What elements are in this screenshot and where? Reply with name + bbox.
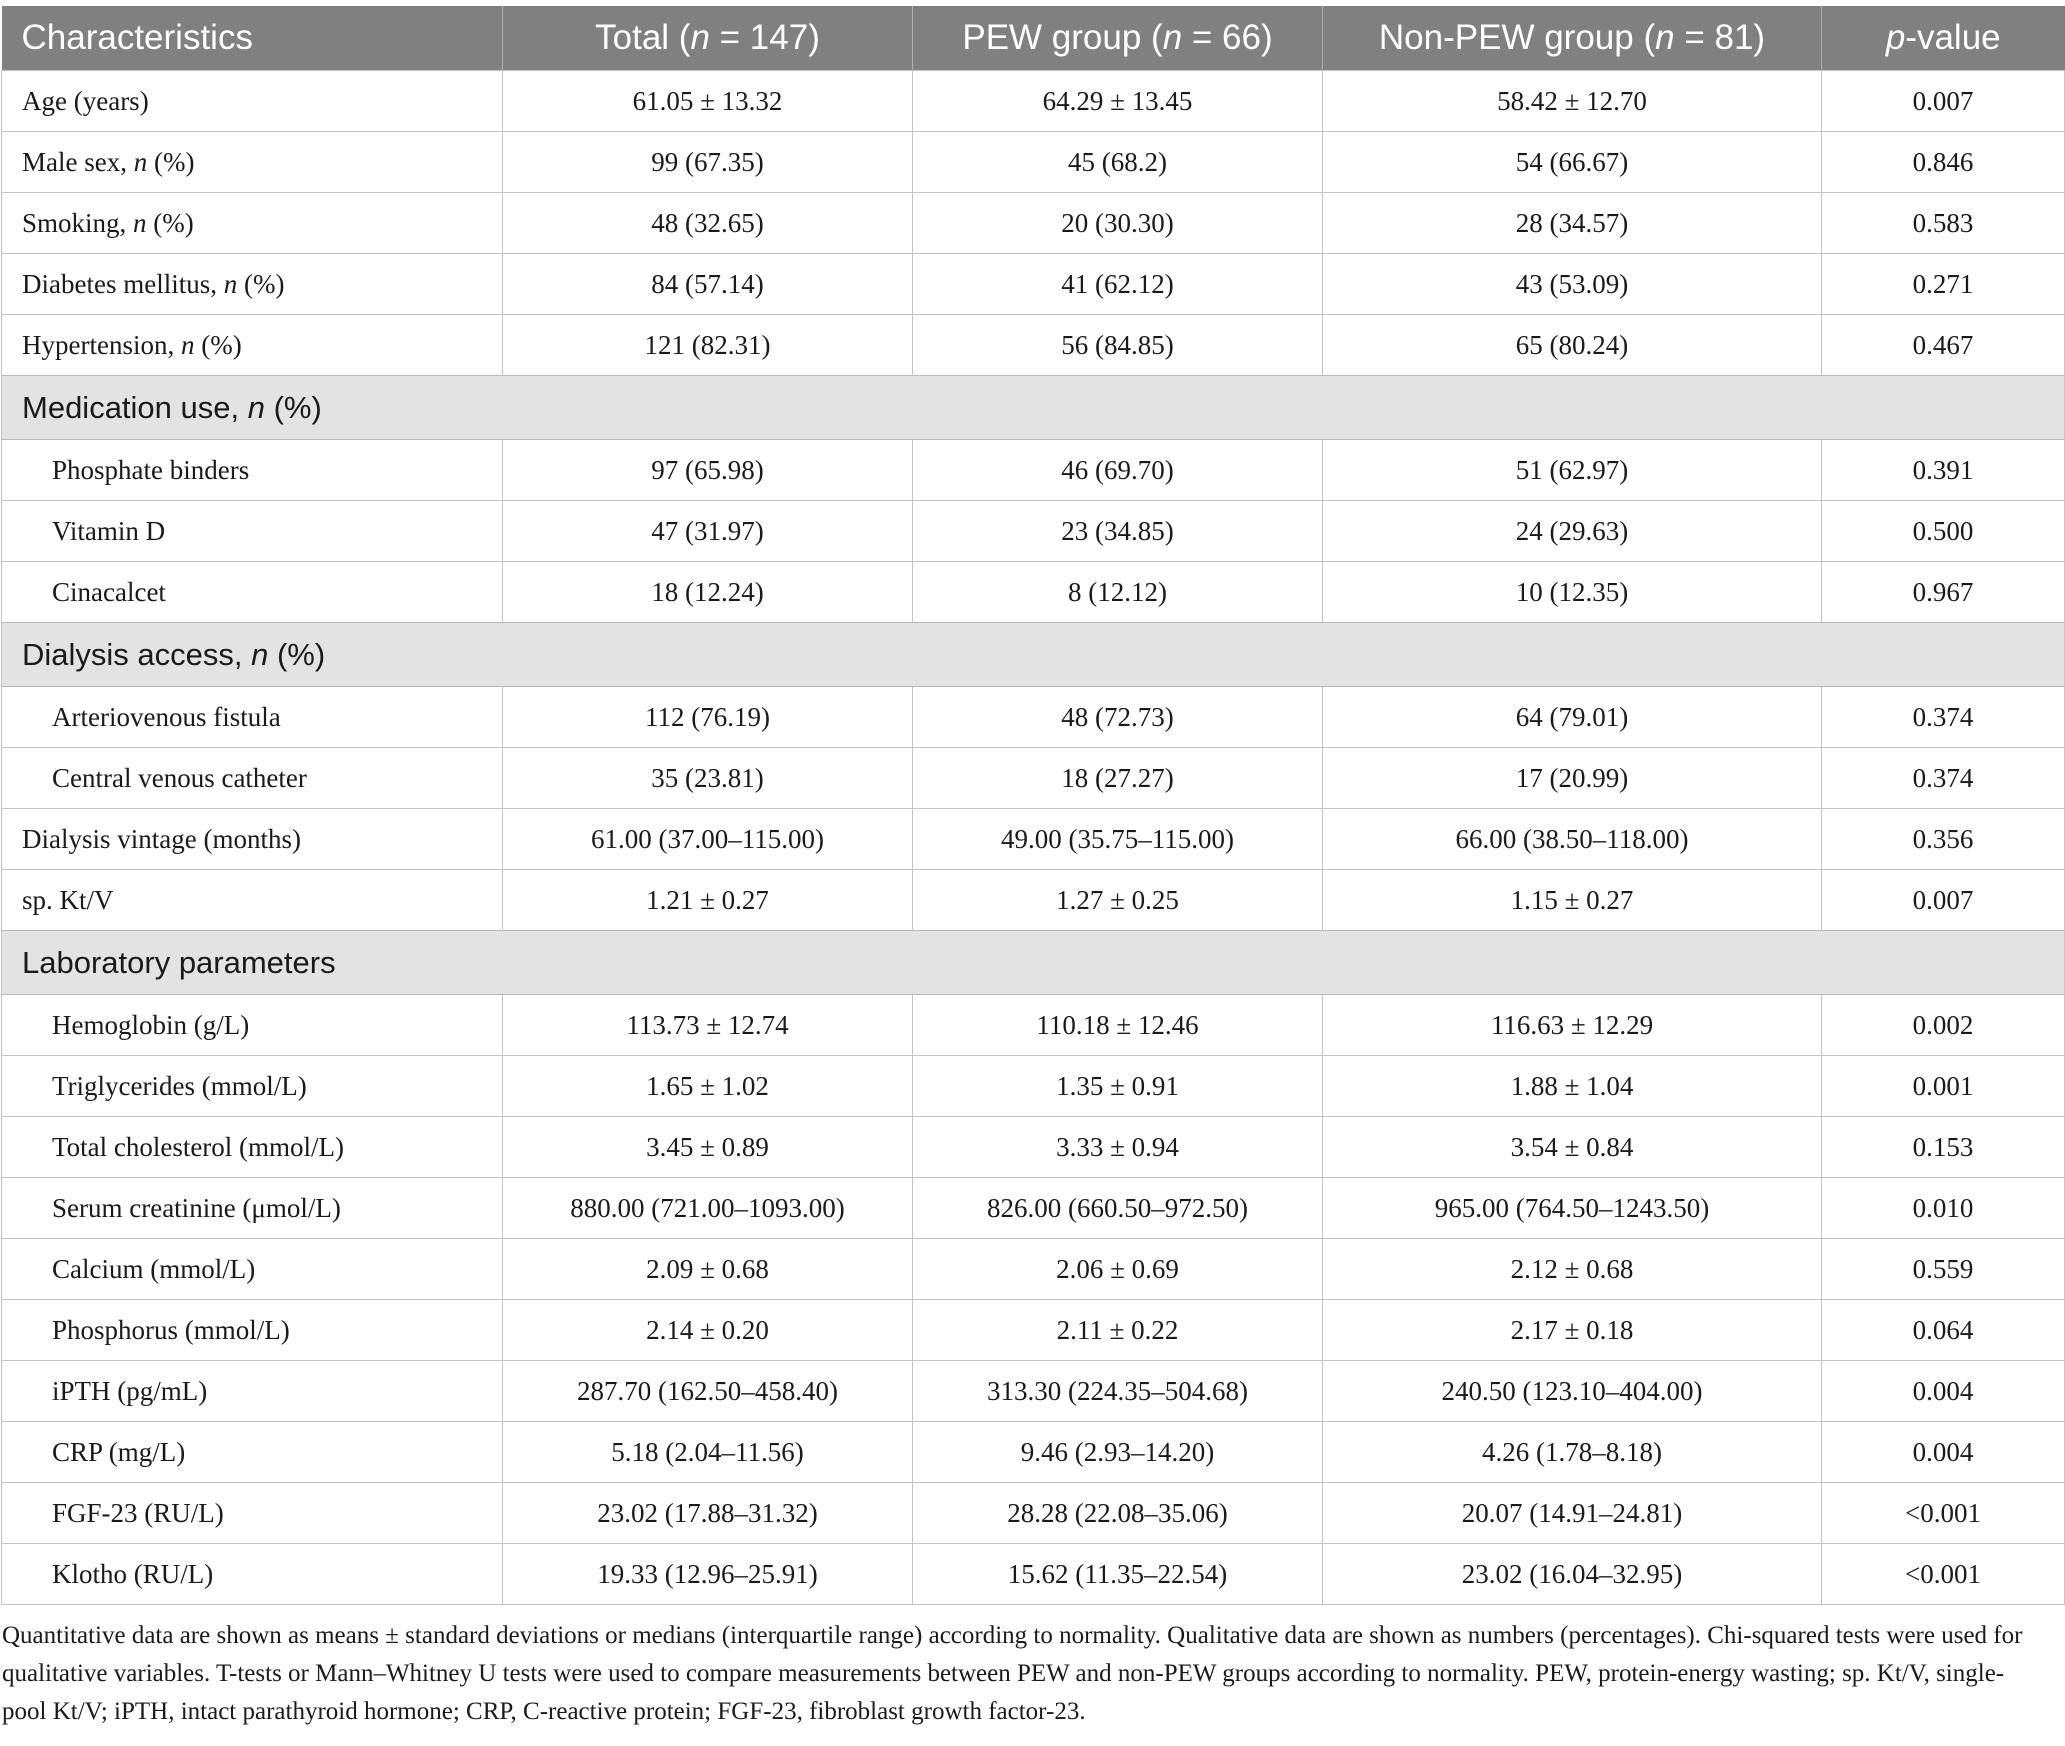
row-label-suffix: (%) xyxy=(194,329,242,360)
row-label-italic: n xyxy=(133,146,148,177)
cell-non-pew-group: 2.12 ± 0.68 xyxy=(1323,1239,1822,1300)
cell-p-value: 0.007 xyxy=(1822,71,2065,132)
table-row xyxy=(2,1300,2065,1361)
section-header-row xyxy=(2,931,2065,995)
cell-p-value: 0.007 xyxy=(1822,870,2065,931)
cell-non-pew-group: 3.54 ± 0.84 xyxy=(1323,1117,1822,1178)
cell-total: 61.05 ± 13.32 xyxy=(503,71,913,132)
row-label-text: Triglycerides (mmol/L) xyxy=(52,1070,307,1101)
section-label xyxy=(2,931,2065,995)
header-row xyxy=(2,6,2065,71)
row-label-text: Calcium (mmol/L) xyxy=(52,1253,256,1284)
row-label-text: Klotho (RU/L) xyxy=(52,1558,214,1589)
section-label-suffix: (%) xyxy=(268,636,326,672)
table-row xyxy=(2,132,2065,193)
table-header xyxy=(2,6,2065,71)
row-label-text: Male sex, xyxy=(22,146,134,177)
section-label-text: Medication use, xyxy=(22,389,248,425)
characteristics-table xyxy=(1,6,2065,1605)
table-row xyxy=(2,995,2065,1056)
row-label xyxy=(2,1544,503,1605)
cell-pew-group: 15.62 (11.35–22.54) xyxy=(913,1544,1323,1605)
row-label xyxy=(2,1300,503,1361)
cell-pew-group: 64.29 ± 13.45 xyxy=(913,71,1323,132)
row-label-text: Vitamin D xyxy=(52,515,166,546)
header-label-italic: p xyxy=(1885,18,1906,57)
header-label-text: Characteristics xyxy=(21,18,253,57)
cell-non-pew-group: 240.50 (123.10–404.00) xyxy=(1323,1361,1822,1422)
cell-non-pew-group: 58.42 ± 12.70 xyxy=(1323,71,1822,132)
table-row xyxy=(2,1178,2065,1239)
row-label xyxy=(2,1117,503,1178)
cell-total: 19.33 (12.96–25.91) xyxy=(503,1544,913,1605)
cell-non-pew-group: 43 (53.09) xyxy=(1323,254,1822,315)
row-label xyxy=(2,809,503,870)
row-label-suffix: (%) xyxy=(237,268,285,299)
cell-p-value: 0.004 xyxy=(1822,1422,2065,1483)
section-label-italic: n xyxy=(251,636,269,672)
section-label-suffix: (%) xyxy=(264,389,322,425)
cell-pew-group: 49.00 (35.75–115.00) xyxy=(913,809,1323,870)
cell-non-pew-group: 54 (66.67) xyxy=(1323,132,1822,193)
cell-total: 48 (32.65) xyxy=(503,193,913,254)
cell-non-pew-group: 965.00 (764.50–1243.50) xyxy=(1323,1178,1822,1239)
cell-p-value: 0.967 xyxy=(1822,562,2065,623)
header-label-text: Total ( xyxy=(595,18,691,57)
cell-total: 113.73 ± 12.74 xyxy=(503,995,913,1056)
cell-p-value: 0.356 xyxy=(1822,809,2065,870)
header-label-suffix: = 66) xyxy=(1182,18,1273,57)
table-row xyxy=(2,748,2065,809)
section-label-italic: n xyxy=(247,389,265,425)
row-label-text: Phosphorus (mmol/L) xyxy=(52,1314,290,1345)
section-label xyxy=(2,623,2065,687)
cell-non-pew-group: 28 (34.57) xyxy=(1323,193,1822,254)
cell-pew-group: 3.33 ± 0.94 xyxy=(913,1117,1323,1178)
table-row xyxy=(2,254,2065,315)
section-header-row xyxy=(2,376,2065,440)
row-label xyxy=(2,1361,503,1422)
cell-non-pew-group: 23.02 (16.04–32.95) xyxy=(1323,1544,1822,1605)
header-label-suffix: = 147) xyxy=(709,18,820,57)
table-row xyxy=(2,562,2065,623)
cell-non-pew-group: 65 (80.24) xyxy=(1323,315,1822,376)
cell-pew-group: 56 (84.85) xyxy=(913,315,1323,376)
table-row xyxy=(2,193,2065,254)
section-label xyxy=(2,376,2065,440)
cell-p-value: 0.001 xyxy=(1822,1056,2065,1117)
cell-non-pew-group: 20.07 (14.91–24.81) xyxy=(1323,1483,1822,1544)
cell-pew-group: 2.11 ± 0.22 xyxy=(913,1300,1323,1361)
row-label-suffix: (%) xyxy=(147,146,195,177)
cell-p-value: 0.583 xyxy=(1822,193,2065,254)
header-pew-group xyxy=(913,6,1323,71)
row-label-text: Phosphate binders xyxy=(52,454,250,485)
cell-non-pew-group: 2.17 ± 0.18 xyxy=(1323,1300,1822,1361)
cell-p-value: 0.846 xyxy=(1822,132,2065,193)
table-row xyxy=(2,809,2065,870)
row-label-text: Dialysis vintage (months) xyxy=(22,823,301,854)
row-label-text: Cinacalcet xyxy=(52,576,166,607)
row-label-text: Diabetes mellitus, xyxy=(22,268,224,299)
cell-p-value: <0.001 xyxy=(1822,1483,2065,1544)
cell-non-pew-group: 116.63 ± 12.29 xyxy=(1323,995,1822,1056)
row-label-italic: n xyxy=(223,268,238,299)
table-row xyxy=(2,1056,2065,1117)
cell-pew-group: 1.27 ± 0.25 xyxy=(913,870,1323,931)
table-row xyxy=(2,870,2065,931)
cell-non-pew-group: 64 (79.01) xyxy=(1323,687,1822,748)
row-label xyxy=(2,1422,503,1483)
cell-total: 47 (31.97) xyxy=(503,501,913,562)
cell-p-value: 0.374 xyxy=(1822,748,2065,809)
section-label-text: Dialysis access, xyxy=(22,636,252,672)
cell-total: 23.02 (17.88–31.32) xyxy=(503,1483,913,1544)
header-characteristics xyxy=(2,6,503,71)
cell-p-value: <0.001 xyxy=(1822,1544,2065,1605)
row-label-suffix: (%) xyxy=(146,207,194,238)
cell-pew-group: 23 (34.85) xyxy=(913,501,1323,562)
cell-total: 1.65 ± 1.02 xyxy=(503,1056,913,1117)
cell-pew-group: 8 (12.12) xyxy=(913,562,1323,623)
cell-total: 61.00 (37.00–115.00) xyxy=(503,809,913,870)
cell-total: 97 (65.98) xyxy=(503,440,913,501)
row-label xyxy=(2,501,503,562)
cell-p-value: 0.002 xyxy=(1822,995,2065,1056)
table-row xyxy=(2,1483,2065,1544)
table-row xyxy=(2,687,2065,748)
row-label xyxy=(2,562,503,623)
cell-pew-group: 313.30 (224.35–504.68) xyxy=(913,1361,1323,1422)
row-label-text: Smoking, xyxy=(22,207,134,238)
cell-p-value: 0.064 xyxy=(1822,1300,2065,1361)
cell-p-value: 0.153 xyxy=(1822,1117,2065,1178)
header-label-suffix: -value xyxy=(1905,18,2001,57)
row-label-text: Hemoglobin (g/L) xyxy=(52,1009,250,1040)
cell-total: 3.45 ± 0.89 xyxy=(503,1117,913,1178)
table-row xyxy=(2,1361,2065,1422)
cell-total: 99 (67.35) xyxy=(503,132,913,193)
section-header-row xyxy=(2,623,2065,687)
cell-p-value: 0.004 xyxy=(1822,1361,2065,1422)
cell-non-pew-group: 24 (29.63) xyxy=(1323,501,1822,562)
row-label-italic: n xyxy=(133,207,147,238)
cell-pew-group: 2.06 ± 0.69 xyxy=(913,1239,1323,1300)
cell-pew-group: 41 (62.12) xyxy=(913,254,1323,315)
cell-total: 121 (82.31) xyxy=(503,315,913,376)
cell-total: 18 (12.24) xyxy=(503,562,913,623)
table-row xyxy=(2,1117,2065,1178)
cell-total: 880.00 (721.00–1093.00) xyxy=(503,1178,913,1239)
row-label-text: sp. Kt/V xyxy=(22,884,114,915)
header-non-pew-group xyxy=(1323,6,1822,71)
cell-p-value: 0.271 xyxy=(1822,254,2065,315)
cell-p-value: 0.500 xyxy=(1822,501,2065,562)
cell-total: 84 (57.14) xyxy=(503,254,913,315)
cell-total: 1.21 ± 0.27 xyxy=(503,870,913,931)
row-label xyxy=(2,995,503,1056)
cell-total: 2.14 ± 0.20 xyxy=(503,1300,913,1361)
cell-non-pew-group: 1.15 ± 0.27 xyxy=(1323,870,1822,931)
row-label xyxy=(2,71,503,132)
row-label xyxy=(2,748,503,809)
row-label-text: Total cholesterol (mmol/L) xyxy=(52,1131,345,1162)
table-row xyxy=(2,1422,2065,1483)
row-label xyxy=(2,132,503,193)
cell-total: 5.18 (2.04–11.56) xyxy=(503,1422,913,1483)
table-row xyxy=(2,315,2065,376)
cell-pew-group: 110.18 ± 12.46 xyxy=(913,995,1323,1056)
cell-pew-group: 20 (30.30) xyxy=(913,193,1323,254)
row-label-text: FGF-23 (RU/L) xyxy=(52,1497,224,1528)
cell-non-pew-group: 10 (12.35) xyxy=(1323,562,1822,623)
cell-pew-group: 28.28 (22.08–35.06) xyxy=(913,1483,1323,1544)
row-label xyxy=(2,870,503,931)
cell-p-value: 0.010 xyxy=(1822,1178,2065,1239)
cell-pew-group: 1.35 ± 0.91 xyxy=(913,1056,1323,1117)
cell-p-value: 0.391 xyxy=(1822,440,2065,501)
row-label-text: Serum creatinine (μmol/L) xyxy=(52,1192,341,1223)
section-label-text: Laboratory parameters xyxy=(22,944,336,980)
header-p-value xyxy=(1822,6,2065,71)
cell-total: 112 (76.19) xyxy=(503,687,913,748)
row-label-text: iPTH (pg/mL) xyxy=(52,1375,208,1406)
cell-total: 287.70 (162.50–458.40) xyxy=(503,1361,913,1422)
header-label-text: Non-PEW group ( xyxy=(1378,18,1656,57)
cell-pew-group: 18 (27.27) xyxy=(913,748,1323,809)
header-label-italic: n xyxy=(1655,18,1675,57)
row-label xyxy=(2,440,503,501)
cell-pew-group: 9.46 (2.93–14.20) xyxy=(913,1422,1323,1483)
cell-non-pew-group: 1.88 ± 1.04 xyxy=(1323,1056,1822,1117)
cell-total: 35 (23.81) xyxy=(503,748,913,809)
cell-pew-group: 46 (69.70) xyxy=(913,440,1323,501)
row-label xyxy=(2,687,503,748)
cell-pew-group: 45 (68.2) xyxy=(913,132,1323,193)
row-label xyxy=(2,1178,503,1239)
table-footnote: Quantitative data are shown as means ± standard deviations or medians (interquartile range) according to normality. Qualitative data are shown as numbers (percentages). Chi-squared tests were used for qualitative variables. T-tests or Mann–Whitney U tests were used to compare measurements between PEW and non-PEW groups according to normality. PEW, protein-energy wasting; sp. Kt/V, single-pool Kt/V; iPTH, intact parathyroid hormone; CRP, C-reactive protein; FGF-23, fibroblast growth factor-23. xyxy=(2,1622,2023,1725)
table-row xyxy=(2,440,2065,501)
table-body xyxy=(2,71,2065,1605)
header-label-suffix: = 81) xyxy=(1674,18,1766,57)
row-label-text: Central venous catheter xyxy=(52,762,307,793)
cell-non-pew-group: 4.26 (1.78–8.18) xyxy=(1323,1422,1822,1483)
cell-non-pew-group: 66.00 (38.50–118.00) xyxy=(1323,809,1822,870)
cell-non-pew-group: 17 (20.99) xyxy=(1323,748,1822,809)
table-row xyxy=(2,1239,2065,1300)
row-label-italic: n xyxy=(180,329,195,360)
table-row xyxy=(2,71,2065,132)
cell-p-value: 0.559 xyxy=(1822,1239,2065,1300)
row-label-text: CRP (mg/L) xyxy=(52,1436,186,1467)
row-label-text: Arteriovenous fistula xyxy=(52,701,281,732)
header-label-text: PEW group ( xyxy=(962,18,1163,57)
header-label-italic: n xyxy=(690,18,710,57)
cell-pew-group: 826.00 (660.50–972.50) xyxy=(913,1178,1323,1239)
cell-p-value: 0.467 xyxy=(1822,315,2065,376)
header-total xyxy=(503,6,913,71)
row-label xyxy=(2,1056,503,1117)
row-label xyxy=(2,193,503,254)
row-label xyxy=(2,315,503,376)
table-row xyxy=(2,501,2065,562)
header-label-italic: n xyxy=(1162,18,1183,57)
cell-p-value: 0.374 xyxy=(1822,687,2065,748)
cell-non-pew-group: 51 (62.97) xyxy=(1323,440,1822,501)
cell-pew-group: 48 (72.73) xyxy=(913,687,1323,748)
row-label xyxy=(2,1483,503,1544)
cell-total: 2.09 ± 0.68 xyxy=(503,1239,913,1300)
row-label-text: Age (years) xyxy=(22,85,149,116)
row-label xyxy=(2,1239,503,1300)
row-label-text: Hypertension, xyxy=(22,329,181,360)
row-label xyxy=(2,254,503,315)
table-row xyxy=(2,1544,2065,1605)
